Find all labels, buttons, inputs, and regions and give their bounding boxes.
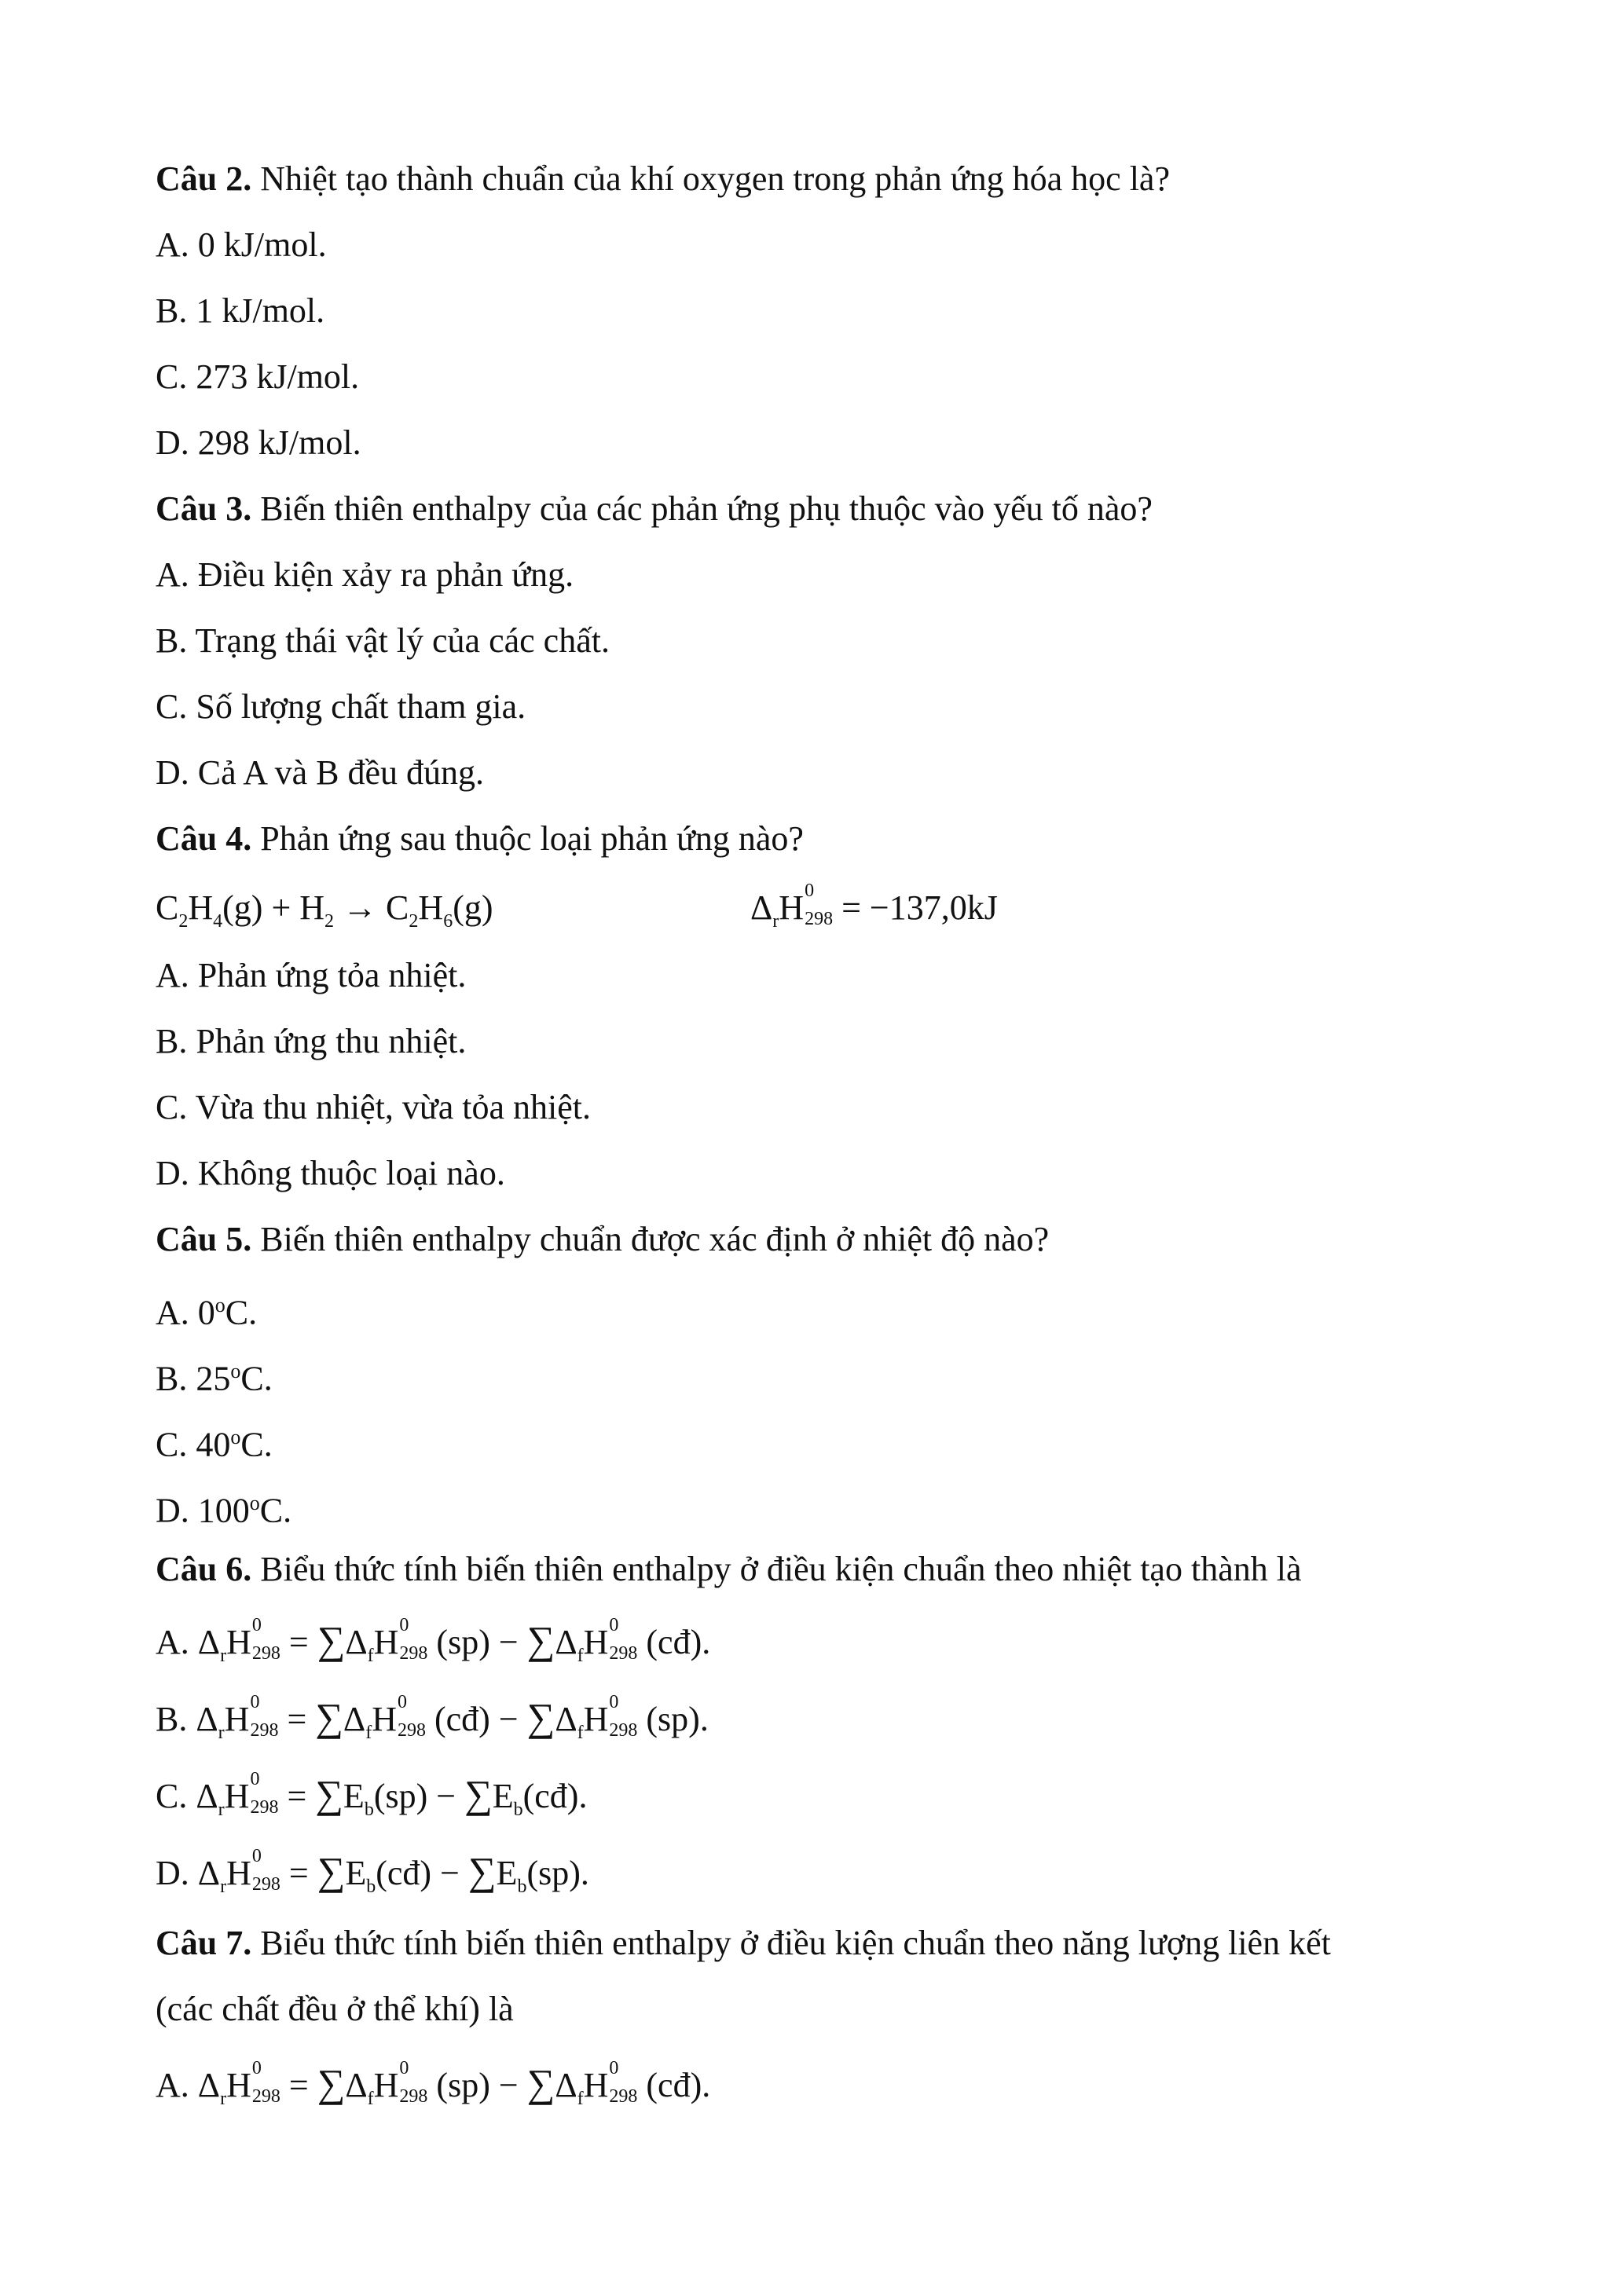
option-a-formula: A. $\Delta_rH$ 0 298 = $\sum\Delta_fH$ 0 298 $(sp) - \sum\Delta_fH$ 0 298 (cđ). <box>156 1615 711 1666</box>
question-text: Biến thiên enthalpy chuẩn được xác định ở nhiệt độ nào? <box>251 1220 1050 1258</box>
question-5 <box>156 1218 1530 1262</box>
question-label: Câu 4. <box>156 819 252 858</box>
option-c: C. 273 kJ/mol. <box>156 357 360 396</box>
option-d: D. Cả A và B đều đúng. <box>156 753 484 792</box>
degree-sup: o <box>214 1294 225 1316</box>
option-d-formula: D. $\Delta_rH$ 0 298 = $\sum E_b(cđ) - \sum E_b(sp)$. <box>156 1846 589 1897</box>
question-6 <box>156 1547 1530 1591</box>
option-letter: C. <box>156 1777 188 1815</box>
option-b: B. Phản ứng thu nhiệt. <box>156 1022 467 1060</box>
question-label: Câu 5. <box>156 1220 252 1258</box>
option-d: D. Không thuộc loại nào. <box>156 1154 505 1192</box>
option-c: C. Vừa thu nhiệt, vừa tỏa nhiệt. <box>156 1088 592 1126</box>
question-label: Câu 2. <box>156 159 252 198</box>
option-a-formula: A. $\Delta_rH$ 0 298 = $\sum\Delta_fH$ 0 298 $(sp) - \sum\Delta_fH$ 0 298 (cđ). <box>156 2058 711 2109</box>
reaction-equation: $C_2H_4(g) + H_2 \to C_2H_6(g)$ <box>156 888 493 932</box>
degree-sup: o <box>230 1426 241 1448</box>
option-unit: C. <box>225 1293 258 1332</box>
option-unit: C. <box>240 1425 273 1464</box>
question-text: Biểu thức tính biến thiên enthalpy ở điều kiện chuẩn theo nhiệt tạo thành là <box>251 1550 1302 1588</box>
question-4 <box>156 817 1530 861</box>
question-2 <box>156 157 1530 201</box>
option-b <box>156 1349 1530 1401</box>
question-3 <box>156 487 1530 531</box>
option-unit: C. <box>240 1359 273 1398</box>
option-text: D. 100 <box>156 1491 250 1530</box>
enthalpy-value: = −137,0kJ <box>841 888 998 927</box>
option-c: C. Số lượng chất tham gia. <box>156 687 526 726</box>
option-b: B. 1 kJ/mol. <box>156 291 325 330</box>
option-d: D. 298 kJ/mol. <box>156 423 361 462</box>
question-text: Nhiệt tạo thành chuẩn của khí oxygen trong phản ứng hóa học là? <box>251 159 1170 198</box>
degree-sup: o <box>230 1360 241 1382</box>
option-a: A. Phản ứng tỏa nhiệt. <box>156 956 467 994</box>
option-text: C. 40 <box>156 1425 231 1464</box>
question-7 <box>156 1921 1530 1965</box>
option-unit: C. <box>259 1491 292 1530</box>
option-b: B. Trạng thái vật lý của các chất. <box>156 621 610 660</box>
question-text: Biến thiên enthalpy của các phản ứng phụ thuộc vào yếu tố nào? <box>251 489 1153 528</box>
question-label: Câu 6. <box>156 1550 252 1588</box>
question-label: Câu 3. <box>156 489 252 528</box>
option-d <box>156 1481 1530 1533</box>
option-letter: A. <box>156 2066 189 2104</box>
option-a: A. 0 kJ/mol. <box>156 225 327 264</box>
question-text: Biểu thức tính biến thiên enthalpy ở điều kiện chuẩn theo năng lượng liên kết <box>251 1924 1331 1962</box>
option-letter: A. <box>156 1623 189 1661</box>
question-7-continued: (các chất đều ở thể khí) là <box>156 1990 514 2028</box>
option-c <box>156 1415 1530 1467</box>
question-label: Câu 7. <box>156 1924 252 1962</box>
option-letter: B. <box>156 1700 188 1738</box>
option-b-formula: B. $\Delta_rH$ 0 298 = $\sum\Delta_fH$ 0 298 (cđ) − $\sum\Delta_fH$ 0 298 (sp). <box>156 1692 709 1743</box>
option-a <box>156 1283 1530 1335</box>
option-text: B. 25 <box>156 1359 231 1398</box>
degree-sup: o <box>249 1492 260 1514</box>
reaction-enthalpy: $\Delta_rH$ 0 298 = −137,0kJ <box>750 881 998 932</box>
question-text: Phản ứng sau thuộc loại phản ứng nào? <box>251 819 804 858</box>
option-a: A. Điều kiện xảy ra phản ứng. <box>156 555 574 594</box>
option-c-formula: C. $\Delta_rH$ 0 298 = $\sum E_b(sp)$ − $\sum E_b(cđ)$. <box>156 1769 588 1820</box>
option-letter: D. <box>156 1854 189 1892</box>
option-text: A. 0 <box>156 1293 215 1332</box>
